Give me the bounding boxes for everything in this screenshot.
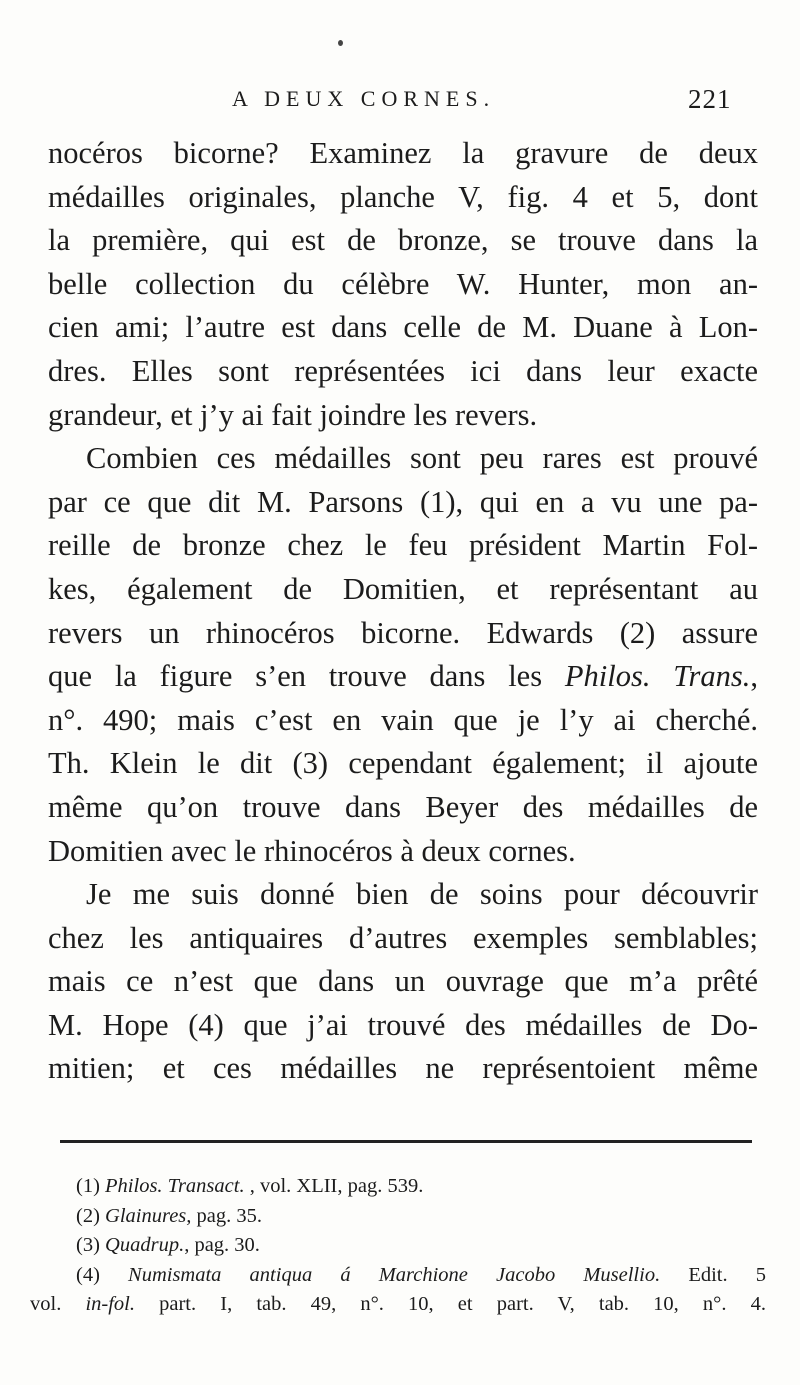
text-line: M. Hope (4) que j’ai trouvé des médailles de Do- <box>48 1007 758 1042</box>
text-line: revers un rhinocéros bicorne. Edwards (2) assure <box>48 615 758 650</box>
text-fragment: , <box>750 659 758 694</box>
text-line: grandeur, et j’y ai fait joindre les revers. <box>48 397 538 432</box>
footnote-rule <box>60 1140 752 1143</box>
text-line: Domitien avec le rhinocéros à deux cornes. <box>48 833 576 868</box>
text-line: Je me suis donné bien de soins pour découvrir <box>86 877 758 912</box>
footnotes <box>30 1172 767 1320</box>
footnote-text: part. I, tab. 49, n°. 10, et part. V, tab. 10, n°. 4. <box>135 1293 767 1316</box>
running-head: A DEUX CORNES. <box>232 86 496 111</box>
text-line: chez les antiquaires d’autres exemples semblables; <box>48 920 758 955</box>
text-line: cien ami; l’autre est dans celle de M. Duane à Lon- <box>48 310 758 345</box>
text-line: même qu’on trouve dans Beyer des médailles de <box>48 789 758 824</box>
page-number: 221 <box>688 84 732 114</box>
text-line: nocéros bicorne? Examinez la gravure de deux <box>48 136 758 170</box>
footnote-4-continued <box>30 1290 766 1320</box>
text-line: belle collection du célèbre W. Hunter, mon an- <box>48 266 758 301</box>
footnote-title: Numismata antiqua á Marchione Jacobo Musellio. <box>128 1263 661 1286</box>
printer-mark <box>338 40 343 46</box>
footnote-text: Edit. 5 <box>660 1263 766 1286</box>
footnote-1 <box>76 1172 766 1202</box>
footnote-text: , pag. 30. <box>184 1234 260 1257</box>
italic-title: Philos. Trans. <box>564 659 751 694</box>
footnote-text: , vol. XLII, pag. 539. <box>244 1175 424 1197</box>
footnote-marker: (3) <box>76 1234 106 1257</box>
footnote-text: pag. 35. <box>191 1204 263 1227</box>
footnote-4 <box>76 1261 766 1291</box>
footnote-title: Quadrup. <box>105 1234 185 1257</box>
text-line: par ce que dit M. Parsons (1), qui en a vu une pa- <box>48 484 758 519</box>
text-line: mitien; et ces médailles ne représentoient même <box>48 1051 758 1086</box>
footnote-3 <box>76 1231 766 1261</box>
text-line: dres. Elles sont représentées ici dans leur exacte <box>48 353 758 388</box>
footnote-title: Philos. Transact. <box>105 1175 245 1197</box>
text-line: Combien ces médailles sont peu rares est prouvé <box>86 441 758 476</box>
footnote-marker: (2) <box>76 1204 106 1227</box>
footnote-title: in-fol. <box>85 1293 135 1316</box>
text-line <box>48 655 758 699</box>
footnote-2 <box>76 1202 766 1232</box>
text-line: Th. Klein le dit (3) cependant également; il ajoute <box>48 746 758 781</box>
text-line: médailles originales, planche V, fig. 4 et 5, dont <box>48 179 758 214</box>
text-line: reille de bronze chez le feu président Martin Fol- <box>48 528 758 563</box>
footnote-marker: (4) <box>76 1263 129 1286</box>
footnote-marker: (1) <box>76 1175 106 1197</box>
text-line: la première, qui est de bronze, se trouve dans la <box>48 223 758 258</box>
footnote-text: vol. <box>30 1293 86 1316</box>
footnote-title: Glainures, <box>105 1204 192 1227</box>
text-line: kes, également de Domitien, et représentant au <box>48 571 758 606</box>
text-line: mais ce n’est que dans un ouvrage que m’a prêté <box>48 964 758 999</box>
text-line: n°. 490; mais c’est en vain que je l’y ai cherché. <box>48 702 758 737</box>
text-fragment: que la figure s’en trouve dans les <box>48 659 565 694</box>
body-text <box>48 132 758 1091</box>
